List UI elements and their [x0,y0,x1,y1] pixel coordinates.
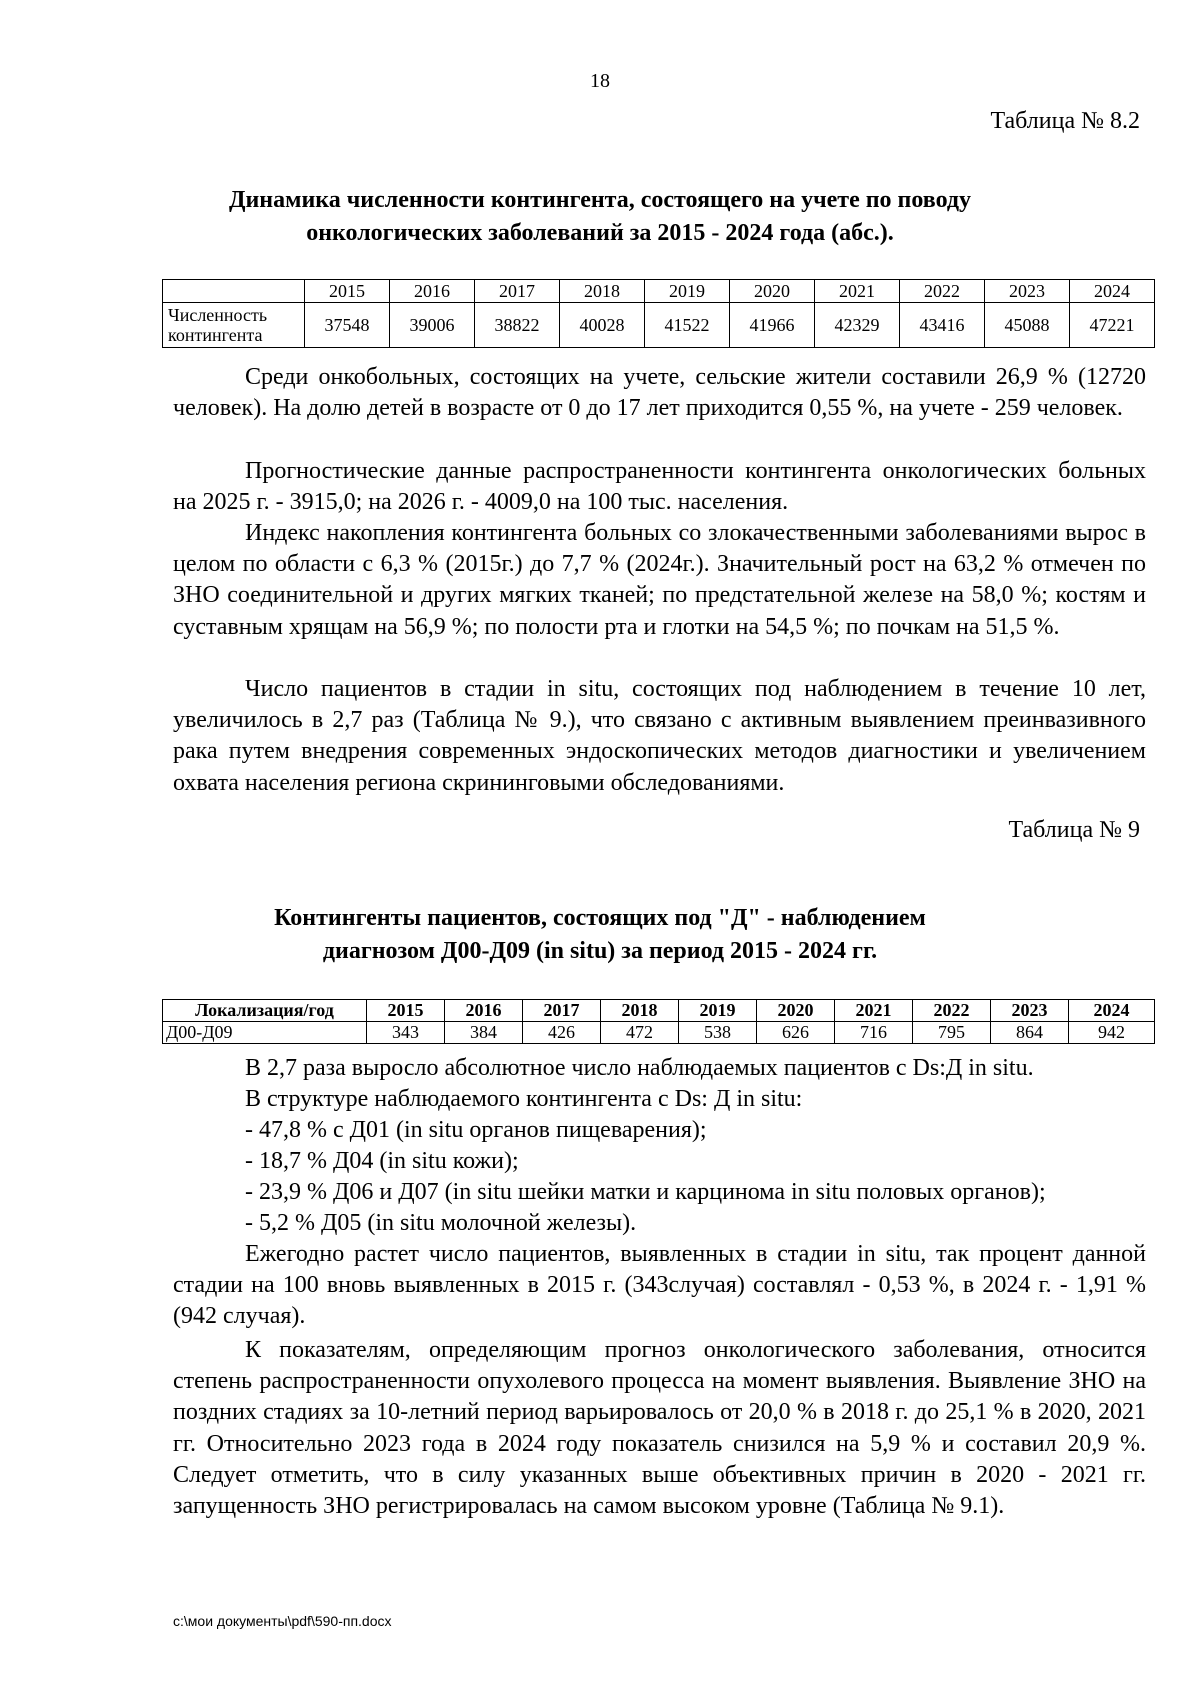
list-item-d06-d07: - 23,9 % Д06 и Д07 (in situ шейки матки и карцинома in situ половых органов); [245,1179,1046,1205]
table1-title [120,184,1080,250]
table1-year: 2021 [815,280,900,303]
table-caption-8-2: Таблица № 8.2 [990,108,1140,134]
table-caption-9: Таблица № 9 [1008,817,1140,843]
table2-header-row [163,1000,1155,1022]
table2-data-row [163,1022,1155,1044]
table1-year: 2015 [305,280,390,303]
table2-year: 2023 [991,1000,1069,1022]
table2-value: 472 [601,1022,679,1044]
table2-title-line1: Контингенты пациентов, состоящих под "Д" - наблюдением [274,905,926,931]
table2-value: 426 [523,1022,601,1044]
table2-value: 384 [445,1022,523,1044]
table1-row-label-line1: Численность [168,305,268,325]
paragraph-in-situ-growth: Ежегодно растет число пациентов, выявленных в стадии in situ, так процент данной стадии на 100 вновь выявленных в 2015 г. (343случая) составлял - 0,53 %, в 2024 г. - 1,91 % (942 случая). [173,1241,1146,1330]
table1-title-line2: онкологических заболеваний за 2015 - 2024 года (абс.). [306,220,894,246]
table2-year: 2021 [835,1000,913,1022]
table1-value: 45088 [985,303,1070,348]
table1-year: 2022 [900,280,985,303]
table1-corner-cell [163,280,305,303]
table2-value: 626 [757,1022,835,1044]
table2-year: 2019 [679,1000,757,1022]
table1-row-label-line2: контингента [168,325,263,345]
table1-value: 47221 [1070,303,1155,348]
table1-year: 2019 [645,280,730,303]
table2-value: 716 [835,1022,913,1044]
table1-year: 2020 [730,280,815,303]
paragraph-in-situ-patients: Число пациентов в стадии in situ, состоящих под наблюдением в течение 10 лет, увеличилось в 2,7 раз (Таблица № 9.), что связано с активным выявлением преинвазивного рака путем внедрения современных эндоскопических методов диагностики и увеличением охвата населения региона скрининговыми обследованиями. [173,676,1146,796]
table2-value: 942 [1069,1022,1155,1044]
paragraph-forecast: Прогностические данные распространенности контингента онкологических больных на 2025 г. - 3915,0; на 2026 г. - 4009,0 на 100 тыс. населения. [173,458,1146,516]
table1-header-row [163,280,1155,303]
paragraph-rural-residents: Среди онкобольных, состоящих на учете, сельские жители составили 26,9 % (12720 человек). На долю детей в возрасте от 0 до 17 лет приходится 0,55 %, на учете - 259 человек. [173,364,1146,422]
table1-row-label [163,303,305,348]
table2-value: 795 [913,1022,991,1044]
table1-year: 2024 [1070,280,1155,303]
table1-value: 37548 [305,303,390,348]
table2-year: 2017 [523,1000,601,1022]
table1-value: 42329 [815,303,900,348]
table2-value: 864 [991,1022,1069,1044]
table2-value: 538 [679,1022,757,1044]
table1-value: 40028 [560,303,645,348]
table1-year: 2016 [390,280,475,303]
table1-year: 2017 [475,280,560,303]
table1-value: 39006 [390,303,475,348]
table1-value: 43416 [900,303,985,348]
table2-year: 2018 [601,1000,679,1022]
paragraph-late-stages: К показателям, определяющим прогноз онкологического заболевания, относится степень распространенности опухолевого процесса на момент выявления. Выявление ЗНО на поздних стадиях за 10-летний период варьировалось от 20,0 % в 2018 г. до 25,1 % в 2020, 2021 гг. Относительно 2023 года в 2024 году показатель снизился на 5,9 % и составил 20,9 %. Следует отметить, что в силу указанных выше объективных причин в 2020 - 2021 гг. запущенность ЗНО регистрировалась на самом высоком уровне (Таблица № 9.1). [173,1337,1146,1520]
table1-value: 38822 [475,303,560,348]
footer-file-path: c:\мои документы\pdf\590-пп.docx [173,1613,392,1629]
list-item-d01: - 47,8 % с Д01 (in situ органов пищеварения); [245,1117,707,1143]
table2-year: 2022 [913,1000,991,1022]
table1-year: 2023 [985,280,1070,303]
table2-year: 2024 [1069,1000,1155,1022]
paragraph-accumulation-index: Индекс накопления контингента больных со злокачественными заболеваниями вырос в целом по области с 6,3 % (2015г.) до 7,7 % (2024г.). Значительный рост на 63,2 % отмечен по ЗНО соединительной и других мягких тканей; по предстательной железе на 58,0 %; костям и суставным хрящам на 56,9 %; по полости рта и глотки на 54,5 %; по почкам на 51,5 %. [173,520,1146,640]
table1-value: 41522 [645,303,730,348]
table2-value: 343 [367,1022,445,1044]
table1-title-line1: Динамика численности контингента, состоящего на учете по поводу [228,187,972,213]
table1-data-row [163,303,1155,348]
line-growth: В 2,7 раза выросло абсолютное число наблюдаемых пациентов с Ds:Д in situ. [245,1055,1034,1081]
table2-title [120,902,1080,968]
table2-title-line2: диагнозом Д00-Д09 (in situ) за период 2015 - 2024 гг. [322,938,878,964]
line-structure-intro: В структуре наблюдаемого контингента с Ds: Д in situ: [245,1086,803,1112]
table1-year: 2018 [560,280,645,303]
list-item-d04: - 18,7 % Д04 (in situ кожи); [245,1148,519,1174]
page-number: 18 [590,70,610,92]
list-item-d05: - 5,2 % Д05 (in situ молочной железы). [245,1210,637,1236]
contingent-table [162,279,1155,348]
table2-row-label: Д00-Д09 [163,1022,367,1044]
in-situ-table [162,999,1155,1044]
table2-year: 2020 [757,1000,835,1022]
table1-value: 41966 [730,303,815,348]
table2-year: 2015 [367,1000,445,1022]
table2-header-label: Локализация/год [163,1000,367,1022]
table2-year: 2016 [445,1000,523,1022]
